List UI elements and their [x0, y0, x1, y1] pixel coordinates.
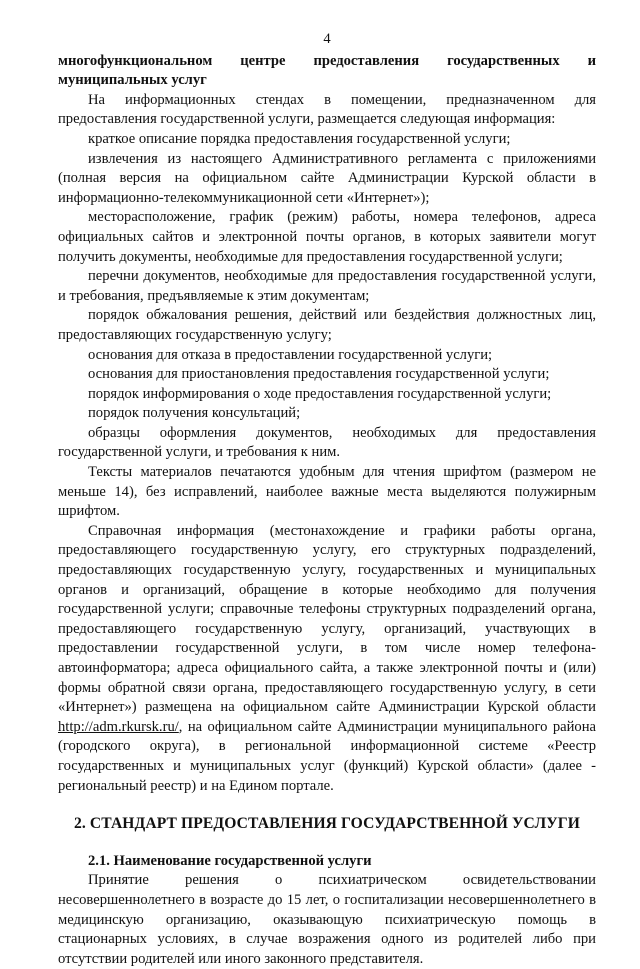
paragraph-document-samples: образцы оформления документов, необходимых для предоставления государственной услуги, и требования к ним.	[58, 424, 596, 461]
paragraph-info-stands: На информационных стендах в помещении, предназначенном для предоставления государственной услуги, размещается следующая информация:	[58, 91, 596, 128]
paragraph-reference-info	[58, 522, 596, 796]
official-site-link[interactable]: http://adm.rkursk.ru/	[58, 718, 179, 735]
reference-info-text-end: , на официальном сайте Администрации муниципального района (городского округа), в региональной информационной системе «Реестр государственных и муниципальных услуг (функций) Курской области» (далее - региональный реестр) и на Едином портале.	[58, 718, 596, 794]
paragraph-refusal-grounds: основания для отказа в предоставлении государственной услуги;	[88, 346, 493, 363]
paragraph-regulation-extracts: извлечения из настоящего Административного регламента с приложениями (полная версия на официальном сайте Администрации Курской области в информационно-телекоммуникационной сети «Интернет»);	[58, 150, 596, 206]
paragraph-mfc-continuation: многофункциональном центре предоставления государственных и муниципальных услуг	[58, 52, 596, 89]
paragraph-service-name: Принятие решения о психиатрическом освидетельствовании несовершеннолетнего в возрасте до 15 лет, о госпитализации несовершеннолетнего в медицинскую организацию, оказывающую психиатрическую помощь в стационарных условиях, в случае возражения одного из родителей либо при отсутствии родителей или иного законного представителя.	[58, 872, 596, 967]
paragraph-location-schedule: месторасположение, график (режим) работы, номера телефонов, адреса официальных сайтов и электронной почты органов, в которых заявители могут получить документы, необходимые для предоставления государственной услуги;	[58, 209, 596, 265]
paragraph-font-requirements: Тексты материалов печатаются удобным для чтения шрифтом (размером не меньше 14), без исправлений, наиболее важные места выделяются полужирным шрифтом.	[58, 464, 596, 520]
paragraph-progress-info: порядок информирования о ходе предоставления государственной услуги;	[88, 385, 552, 402]
paragraph-brief-description: краткое описание порядка предоставления государственной услуги;	[88, 130, 511, 147]
paragraph-consultations: порядок получения консультаций;	[88, 405, 301, 422]
paragraph-appeal-procedure: порядок обжалования решения, действий или бездействия должностных лиц, предоставляющих государственную услугу;	[58, 307, 596, 343]
subsection-heading: 2.1. Наименование государственной услуги	[88, 852, 372, 869]
document-page	[58, 30, 596, 969]
paragraph-document-lists: перечни документов, необходимые для предоставления государственной услуги, и требования, предъявляемые к этим документам;	[58, 268, 596, 304]
page-number: 4	[323, 31, 331, 47]
section-heading: 2. СТАНДАРТ ПРЕДОСТАВЛЕНИЯ ГОСУДАРСТВЕННОЙ УСЛУГИ	[73, 815, 581, 833]
paragraph-suspension-grounds: основания для приостановления предоставления государственной услуги;	[88, 366, 550, 383]
reference-info-text: Справочная информация (местонахождение и графики работы органа, предоставляющего государственную услугу, его структурных подразделений, предоставляющих государственную услугу, государственных и муниципальных органов и организаций, обращение в которые необходимо для получения государственной услуги; справочные телефоны структурных подразделений органа, предоставляющего государственную услугу, организаций, участвующих в предоставлении государственной услуги, в том числе номер телефона-автоинформатора; адреса официального сайта, а также электронной почты и (или) формы обратной связи органа, предоставляющего государственную услугу, в сети «Интернет») размещена на официальном сайте Администрации Курской области	[58, 522, 596, 716]
